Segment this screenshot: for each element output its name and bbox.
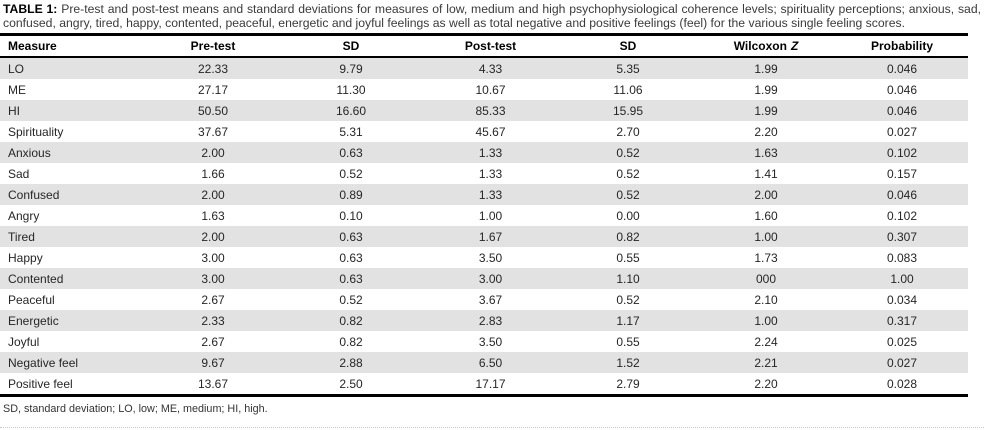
pretest-sd-cell: 2.88	[339, 355, 363, 370]
probability-cell: 0.028	[886, 376, 918, 391]
table-caption	[0, 0, 984, 30]
pretest-sd-cell: 11.30	[336, 82, 366, 97]
probability-cell: 0.046	[886, 61, 918, 76]
probability-cell: 1.00	[890, 271, 914, 286]
probability-cell: 0.317	[886, 313, 918, 328]
measure-cell: Positive feel	[8, 376, 73, 391]
posttest-sd-cell: 0.00	[616, 208, 640, 223]
pretest-mean-cell: 2.00	[201, 187, 225, 202]
measure-cell: Sad	[8, 166, 30, 181]
pretest-sd-cell: 0.63	[339, 145, 363, 160]
table-body	[0, 57, 968, 396]
posttest-mean-cell: 1.00	[478, 208, 503, 223]
pretest-mean-cell: 1.63	[201, 208, 225, 223]
pretest-sd-cell: 5.31	[339, 124, 363, 139]
measure-cell: HI	[8, 103, 20, 118]
posttest-sd-cell: 2.70	[616, 124, 640, 139]
posttest-sd-cell: 5.35	[616, 61, 640, 76]
wilcoxon-z-cell: 1.60	[754, 208, 778, 223]
pretest-sd-cell: 0.52	[339, 166, 363, 181]
pretest-mean-cell: 2.33	[201, 313, 225, 328]
table-row	[0, 226, 968, 247]
wilcoxon-z-cell: 2.21	[754, 355, 778, 370]
table-row	[0, 184, 968, 205]
posttest-sd-cell: 0.55	[616, 334, 640, 349]
table-row	[0, 373, 968, 396]
pretest-mean-cell: 22.33	[197, 61, 229, 76]
posttest-mean-cell: 3.00	[478, 271, 503, 286]
posttest-sd-cell: 11.06	[613, 82, 643, 97]
posttest-mean-cell: 6.50	[478, 355, 503, 370]
wilcoxon-z-cell: 1.41	[754, 166, 778, 181]
wilcoxon-label: Wilcoxon	[733, 39, 787, 53]
pretest-mean-cell: 3.00	[201, 250, 225, 265]
table-row	[0, 268, 968, 289]
posttest-mean-cell: 3.67	[478, 292, 503, 307]
column-header-probability: Probability	[836, 35, 968, 58]
pretest-mean-cell: 2.67	[201, 292, 225, 307]
column-header-posttest: Post-test	[421, 35, 560, 58]
pretest-mean-cell: 2.00	[201, 229, 225, 244]
measure-cell: Happy	[8, 250, 43, 265]
posttest-sd-cell: 0.52	[616, 292, 640, 307]
posttest-sd-cell: 2.79	[616, 376, 640, 391]
pretest-mean-cell: 2.00	[201, 145, 225, 160]
measure-cell: Confused	[8, 187, 60, 202]
pretest-mean-cell: 37.67	[197, 124, 229, 139]
measure-cell: Energetic	[8, 313, 59, 328]
table-row	[0, 352, 968, 373]
pretest-mean-cell: 13.67	[197, 376, 229, 391]
posttest-sd-cell: 0.52	[616, 187, 640, 202]
posttest-sd-cell: 0.52	[616, 145, 640, 160]
posttest-sd-cell: 0.82	[616, 229, 640, 244]
table-row	[0, 310, 968, 331]
posttest-mean-cell: 17.17	[475, 376, 506, 391]
posttest-mean-cell: 3.50	[478, 334, 503, 349]
posttest-sd-cell: 1.52	[616, 355, 640, 370]
pretest-sd-cell: 0.52	[339, 292, 363, 307]
probability-cell: 0.307	[886, 229, 918, 244]
pretest-sd-cell: 16.60	[335, 103, 367, 118]
wilcoxon-z-cell: 1.00	[754, 229, 778, 244]
probability-cell: 0.027	[886, 355, 918, 370]
table-row	[0, 163, 968, 184]
pretest-mean-cell: 1.66	[201, 166, 225, 181]
table-row	[0, 57, 968, 79]
posttest-mean-cell: 1.67	[478, 229, 503, 244]
results-table	[0, 33, 968, 397]
posttest-mean-cell: 2.83	[478, 313, 503, 328]
posttest-mean-cell: 1.33	[478, 145, 503, 160]
pretest-mean-cell: 50.50	[197, 103, 229, 118]
table-row	[0, 205, 968, 226]
table-caption-label: TABLE 1:	[3, 2, 58, 16]
wilcoxon-z-cell: 2.20	[754, 124, 778, 139]
wilcoxon-z-cell: 1.99	[754, 103, 778, 118]
probability-cell: 0.027	[886, 124, 918, 139]
measure-cell: LO	[8, 61, 25, 76]
probability-cell: 0.102	[886, 145, 918, 160]
table-row	[0, 331, 968, 352]
pretest-sd-cell: 0.63	[339, 250, 363, 265]
measure-cell: ME	[8, 82, 26, 97]
pretest-mean-cell: 2.67	[201, 334, 225, 349]
probability-cell: 0.157	[886, 166, 918, 181]
table-row	[0, 289, 968, 310]
pretest-sd-cell: 2.50	[339, 376, 363, 391]
table-caption-text: Pre-test and post-test means and standard deviations for measures of low, medium and high psychophysiological coherence levels; spirituality perceptions; anxious, sad, confused, angry, tired, happy, contented, peaceful, energetic and joyful feelings as well as total negative and positive feelings (feel) for the various single feeling scores.	[3, 2, 981, 30]
measure-cell: Anxious	[8, 145, 51, 160]
wilcoxon-z-cell: 1.99	[754, 61, 778, 76]
posttest-mean-cell: 10.67	[475, 82, 506, 97]
measure-cell: Angry	[8, 208, 40, 223]
table-row	[0, 142, 968, 163]
pretest-sd-cell: 9.79	[339, 61, 363, 76]
table-row	[0, 121, 968, 142]
probability-cell: 0.046	[886, 82, 918, 97]
measure-cell: Contented	[8, 271, 64, 286]
column-header-sd-post: SD	[560, 35, 696, 58]
posttest-mean-cell: 1.33	[478, 187, 503, 202]
column-header-sd-pre: SD	[281, 35, 421, 58]
posttest-mean-cell: 1.33	[478, 166, 503, 181]
probability-cell: 0.034	[886, 292, 918, 307]
wilcoxon-z-cell: 2.24	[754, 334, 778, 349]
posttest-mean-cell: 3.50	[478, 250, 503, 265]
probability-cell: 0.046	[886, 103, 918, 118]
column-header-measure: Measure	[0, 35, 145, 58]
pretest-sd-cell: 0.63	[339, 271, 363, 286]
wilcoxon-z-cell: 2.20	[754, 376, 778, 391]
probability-cell: 0.102	[886, 208, 918, 223]
posttest-mean-cell: 45.67	[475, 124, 506, 139]
pretest-sd-cell: 0.82	[339, 334, 363, 349]
wilcoxon-z-cell: 1.99	[754, 82, 778, 97]
measure-cell: Joyful	[8, 334, 40, 349]
table-row	[0, 100, 968, 121]
wilcoxon-z-cell: 1.73	[754, 250, 778, 265]
pretest-sd-cell: 0.82	[339, 313, 363, 328]
table-row	[0, 247, 968, 268]
header-row	[0, 35, 968, 58]
posttest-mean-cell: 85.33	[475, 103, 506, 118]
probability-cell: 0.025	[886, 334, 918, 349]
column-header-pretest: Pre-test	[145, 35, 281, 58]
wilcoxon-z-cell: 2.00	[754, 187, 778, 202]
posttest-sd-cell: 0.55	[616, 250, 640, 265]
measure-cell: Tired	[8, 229, 35, 244]
wilcoxon-z-cell: 000	[755, 271, 777, 286]
table-footnote: SD, standard deviation; LO, low; ME, medium; HI, high.	[3, 403, 268, 415]
posttest-sd-cell: 1.17	[616, 313, 640, 328]
pretest-sd-cell: 0.10	[339, 208, 363, 223]
measure-cell: Spirituality	[8, 124, 64, 139]
wilcoxon-z-cell: 1.00	[754, 313, 778, 328]
probability-cell: 0.083	[886, 250, 918, 265]
pretest-mean-cell: 27.17	[197, 82, 229, 97]
posttest-sd-cell: 15.95	[612, 103, 644, 118]
probability-cell: 0.046	[886, 187, 918, 202]
column-header-wilcoxon-z	[696, 35, 836, 58]
posttest-sd-cell: 0.52	[616, 166, 640, 181]
measure-cell: Peaceful	[8, 292, 55, 307]
wilcoxon-z-cell: 2.10	[754, 292, 778, 307]
pretest-sd-cell: 0.89	[339, 187, 363, 202]
pretest-mean-cell: 3.00	[201, 271, 225, 286]
pretest-mean-cell: 9.67	[201, 355, 225, 370]
measure-cell: Negative feel	[8, 355, 79, 370]
wilcoxon-z-symbol: Z	[790, 39, 799, 53]
table-row	[0, 79, 968, 100]
wilcoxon-z-cell: 1.63	[754, 145, 778, 160]
page-bottom-rule	[0, 427, 984, 428]
pretest-sd-cell: 0.63	[339, 229, 363, 244]
posttest-mean-cell: 4.33	[478, 61, 503, 76]
posttest-sd-cell: 1.10	[616, 271, 640, 286]
